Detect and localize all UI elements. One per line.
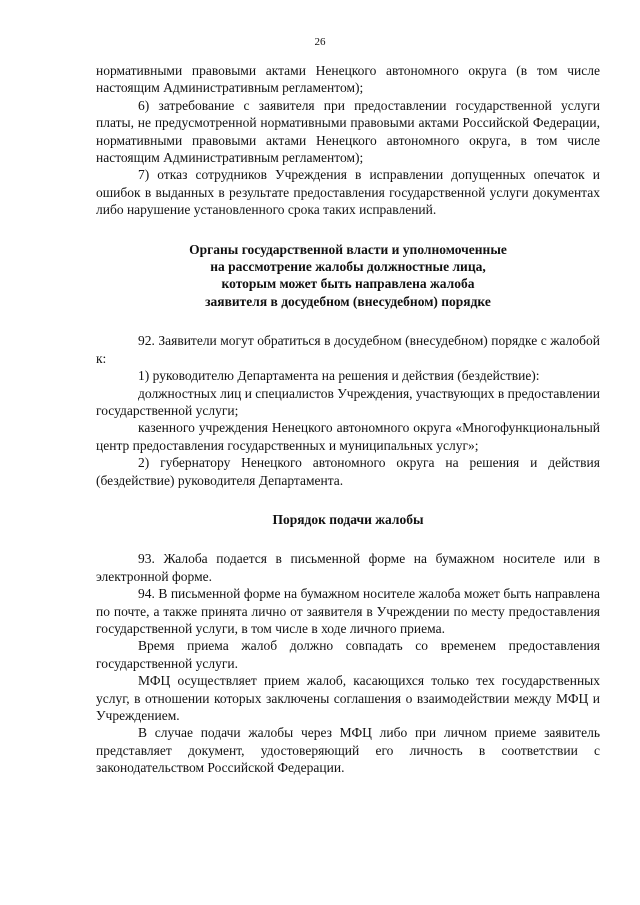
- paragraph: 92. Заявители могут обратиться в досудебном (внесудебном) порядке с жалобой к:: [96, 333, 600, 366]
- paragraph: Время приема жалоб должно совпадать со временем предоставления государственной услуги.: [96, 638, 600, 671]
- paragraph: 1) руководителю Департамента на решения и действия (бездействие):: [138, 368, 540, 384]
- paragraph-group-2: [96, 332, 600, 489]
- paragraph: МФЦ осуществляет прием жалоб, касающихся только тех государственных услуг, в отношении которых заключены соглашения о взаимодействии между МФЦ и Учреждением.: [96, 673, 600, 723]
- paragraph-group-1: [96, 62, 600, 219]
- paragraph-group-3: [96, 550, 600, 776]
- heading-line: на рассмотрение жалобы должностные лица,: [210, 259, 486, 275]
- paragraph: 6) затребование с заявителя при предоставлении государственной услуги платы, не предусмотренной нормативными правовыми актами Российской Федерации, нормативными правовыми актами Ненецкого автономного округа, в том числе настоящим Административным регламентом);: [96, 97, 600, 166]
- heading-line: которым может быть направлена жалоба: [221, 276, 475, 292]
- page-number: 26: [314, 36, 326, 48]
- heading-line: заявителя в досудебном (внесудебном) порядке: [205, 293, 491, 309]
- section-heading-bodies: [96, 241, 600, 311]
- paragraph: В случае подачи жалобы через МФЦ либо при личном приеме заявитель представляет документ, удостоверяющий его личность в соответствии с законодательством Российской Федерации.: [96, 725, 600, 776]
- paragraph: казенного учреждения Ненецкого автономного округа «Многофункциональный центр предоставления государственных и муниципальных услуг»;: [96, 420, 600, 453]
- paragraph: 2) губернатору Ненецкого автономного округа на решения и действия (бездействие) руководителя Департамента.: [96, 455, 600, 488]
- document-body: [96, 62, 600, 777]
- paragraph: 7) отказ сотрудников Учреждения в исправлении допущенных опечаток и ошибок в выданных в результате предоставления государственной услуги документах либо нарушение установленного срока таких исправлений.: [96, 167, 600, 218]
- heading-line: Органы государственной власти и уполномоченные: [189, 241, 507, 257]
- section-heading-submission: Порядок подачи жалобы: [272, 511, 424, 527]
- paragraph: должностных лиц и специалистов Учреждения, участвующих в предоставлении государственной услуги;: [96, 385, 600, 418]
- paragraph: 94. В письменной форме на бумажном носителе жалоба может быть направлена по почте, а также принята лично от заявителя в Учреждении по месту предоставления государственной услуги, в том числе в ходе личного приема.: [96, 586, 600, 636]
- paragraph: 93. Жалоба подается в письменной форме на бумажном носителе или в электронной форме.: [96, 551, 600, 584]
- paragraph: нормативными правовыми актами Ненецкого автономного округа (в том числе настоящим Административным регламентом);: [96, 63, 600, 96]
